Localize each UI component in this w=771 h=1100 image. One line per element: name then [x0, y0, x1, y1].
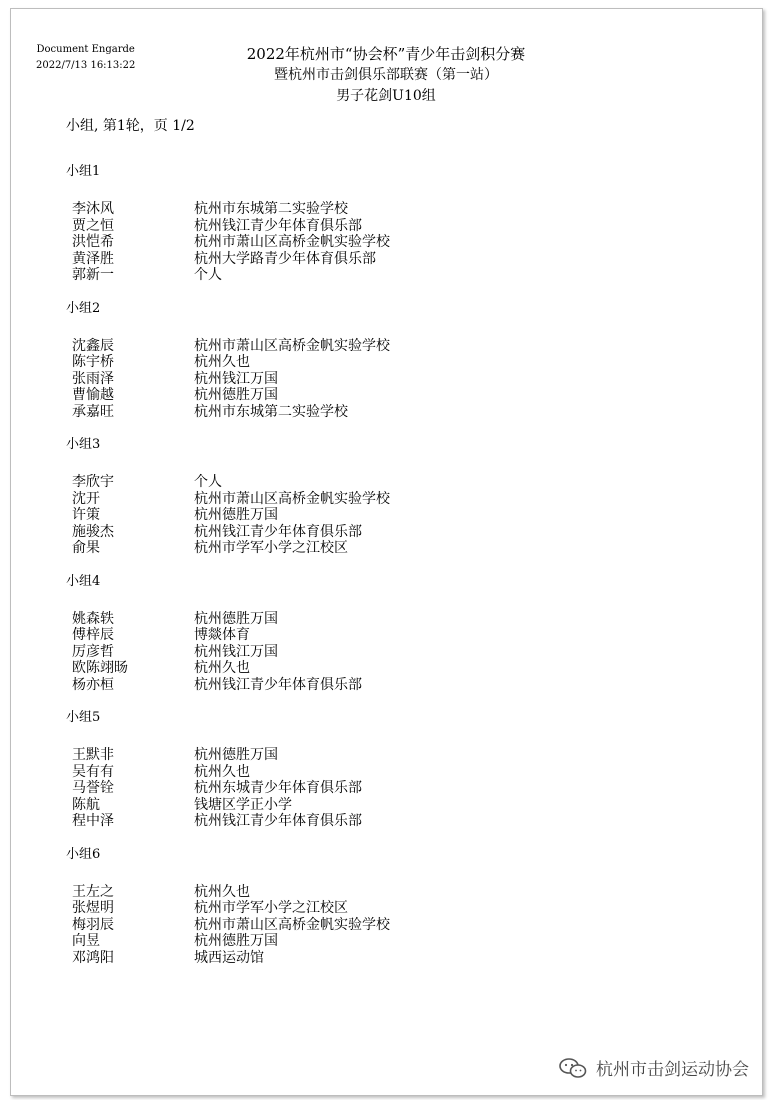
fencer-row [66, 627, 626, 644]
fencer-club: 博燚体育 [194, 627, 250, 643]
fencer-name: 俞果 [72, 540, 100, 556]
fencer-row [66, 884, 626, 901]
fencer-row [66, 813, 626, 830]
fencer-club: 杭州德胜万国 [194, 933, 278, 949]
fencer-club: 杭州久也 [194, 354, 250, 370]
title-line-2: 暨杭州市击剑俱乐部联赛（第一站） [274, 67, 498, 83]
pool-title: 小组4 [66, 573, 101, 589]
fencer-name: 曹愉越 [72, 387, 114, 403]
fencer-club: 杭州东城青少年体育俱乐部 [194, 780, 362, 796]
fencer-name: 姚森轶 [72, 610, 114, 627]
fencer-name: 欧陈翊旸 [72, 660, 128, 676]
document-meta [36, 42, 135, 74]
fencer-name: 李沐风 [72, 201, 114, 217]
pool-title: 小组3 [66, 437, 101, 452]
fencer-name: 梅羽辰 [72, 916, 114, 933]
title-line-3: 男子花剑U10组 [336, 88, 436, 104]
fencer-club: 杭州钱江青少年体育俱乐部 [194, 676, 362, 693]
fencer-club: 杭州市东城第二实验学校 [194, 403, 348, 420]
fencer-row [66, 933, 626, 950]
fencer-club: 杭州久也 [194, 763, 250, 780]
pool-title: 小组1 [66, 164, 101, 179]
fencer-club: 杭州德胜万国 [194, 387, 278, 403]
fencer-club: 杭州钱江青少年体育俱乐部 [194, 813, 362, 829]
fencer-row [66, 234, 626, 251]
title-line-1: 2022年杭州市“协会杯”青少年击剑积分赛 [246, 45, 526, 63]
fencer-name: 王左之 [72, 883, 114, 900]
fencer-row [66, 251, 626, 268]
document-title [200, 44, 572, 107]
wechat-icon [558, 1057, 588, 1079]
pool-section [66, 709, 626, 830]
fencer-name: 厉彦哲 [72, 643, 114, 660]
fencer-name: 杨亦桓 [72, 676, 114, 693]
fencer-row [66, 404, 626, 421]
fencer-club: 杭州钱江万国 [194, 643, 278, 660]
fencer-row [66, 491, 626, 508]
pool-section [66, 436, 626, 557]
pool-section [66, 573, 626, 694]
fencer-name: 张煜明 [72, 900, 114, 916]
fencer-name: 马誉铨 [72, 780, 114, 796]
fencer-name: 程中泽 [72, 813, 114, 829]
fencer-club: 杭州久也 [194, 883, 250, 900]
pool-title: 小组2 [66, 300, 101, 316]
software-label: Document Engarde [36, 44, 135, 55]
fencer-club: 杭州德胜万国 [194, 747, 278, 763]
fencer-row [66, 338, 626, 355]
fencer-club: 杭州市萧山区高桥金帆实验学校 [194, 490, 390, 507]
fencer-row [66, 354, 626, 371]
fencer-row [66, 524, 626, 541]
fencer-name: 施骏杰 [72, 523, 114, 540]
pool-section [66, 163, 626, 284]
fencer-name: 张雨泽 [72, 370, 114, 387]
fencer-row [66, 371, 626, 388]
fencer-row [66, 507, 626, 524]
fencer-club: 杭州久也 [194, 660, 250, 676]
fencer-club: 个人 [194, 474, 222, 490]
fencer-name: 承嘉旺 [72, 403, 114, 420]
fencer-row [66, 747, 626, 764]
round-subtitle: 小组, 第1轮，页 1/2 [66, 118, 195, 134]
pool-section [66, 300, 626, 421]
fencer-club: 杭州德胜万国 [194, 610, 278, 627]
fencer-name: 郭新一 [72, 267, 114, 283]
fencer-club: 城西运动馆 [194, 949, 264, 966]
pool-title: 小组5 [66, 710, 101, 725]
fencer-club: 杭州市萧山区高桥金帆实验学校 [194, 337, 390, 354]
fencer-name: 贾之恒 [72, 217, 114, 234]
fencer-name: 李欣宇 [72, 474, 114, 490]
fencer-name: 邓鸿阳 [72, 949, 114, 966]
fencer-row [66, 900, 626, 917]
pool-list [66, 163, 626, 982]
fencer-club: 杭州钱江青少年体育俱乐部 [194, 217, 362, 234]
fencer-row [66, 677, 626, 694]
fencer-name: 陈宇桥 [72, 354, 114, 370]
fencer-row [66, 950, 626, 967]
fencer-row [66, 797, 626, 814]
fencer-row [66, 474, 626, 491]
fencer-row [66, 780, 626, 797]
fencer-club: 钱塘区学正小学 [194, 796, 292, 813]
fencer-row [66, 660, 626, 677]
fencer-club: 杭州钱江青少年体育俱乐部 [194, 523, 362, 540]
fencer-name: 许策 [72, 507, 100, 523]
watermark-text: 杭州市击剑运动协会 [596, 1060, 749, 1080]
pool-title: 小组6 [66, 846, 101, 862]
fencer-name: 沈鑫辰 [72, 337, 114, 354]
fencer-club: 个人 [194, 267, 222, 283]
fencer-name: 沈开 [72, 490, 100, 507]
fencer-row [66, 611, 626, 628]
fencer-name: 傅梓辰 [72, 627, 114, 643]
fencer-row [66, 764, 626, 781]
fencer-row [66, 201, 626, 218]
fencer-club: 杭州市萧山区高桥金帆实验学校 [194, 234, 390, 250]
fencer-name: 吴有有 [72, 763, 114, 780]
print-timestamp: 2022/7/13 16:13:22 [36, 60, 136, 71]
fencer-name: 王默非 [72, 747, 114, 763]
fencer-name: 黄泽胜 [72, 250, 114, 267]
watermark [558, 1055, 749, 1080]
fencer-name: 洪恺希 [72, 234, 114, 250]
fencer-row [66, 218, 626, 235]
pool-section [66, 846, 626, 967]
fencer-club: 杭州钱江万国 [194, 370, 278, 387]
fencer-club: 杭州德胜万国 [194, 507, 278, 523]
fencer-name: 陈航 [72, 796, 100, 813]
fencer-club: 杭州市学军小学之江校区 [194, 540, 348, 556]
fencer-name: 向昱 [72, 933, 100, 949]
fencer-club: 杭州市东城第二实验学校 [194, 201, 348, 217]
fencer-row [66, 267, 626, 284]
fencer-row [66, 644, 626, 661]
fencer-club: 杭州市学军小学之江校区 [194, 900, 348, 916]
fencer-row [66, 540, 626, 557]
fencer-row [66, 387, 626, 404]
fencer-club: 杭州市萧山区高桥金帆实验学校 [194, 916, 390, 933]
fencer-row [66, 917, 626, 934]
fencer-club: 杭州大学路青少年体育俱乐部 [194, 250, 376, 267]
